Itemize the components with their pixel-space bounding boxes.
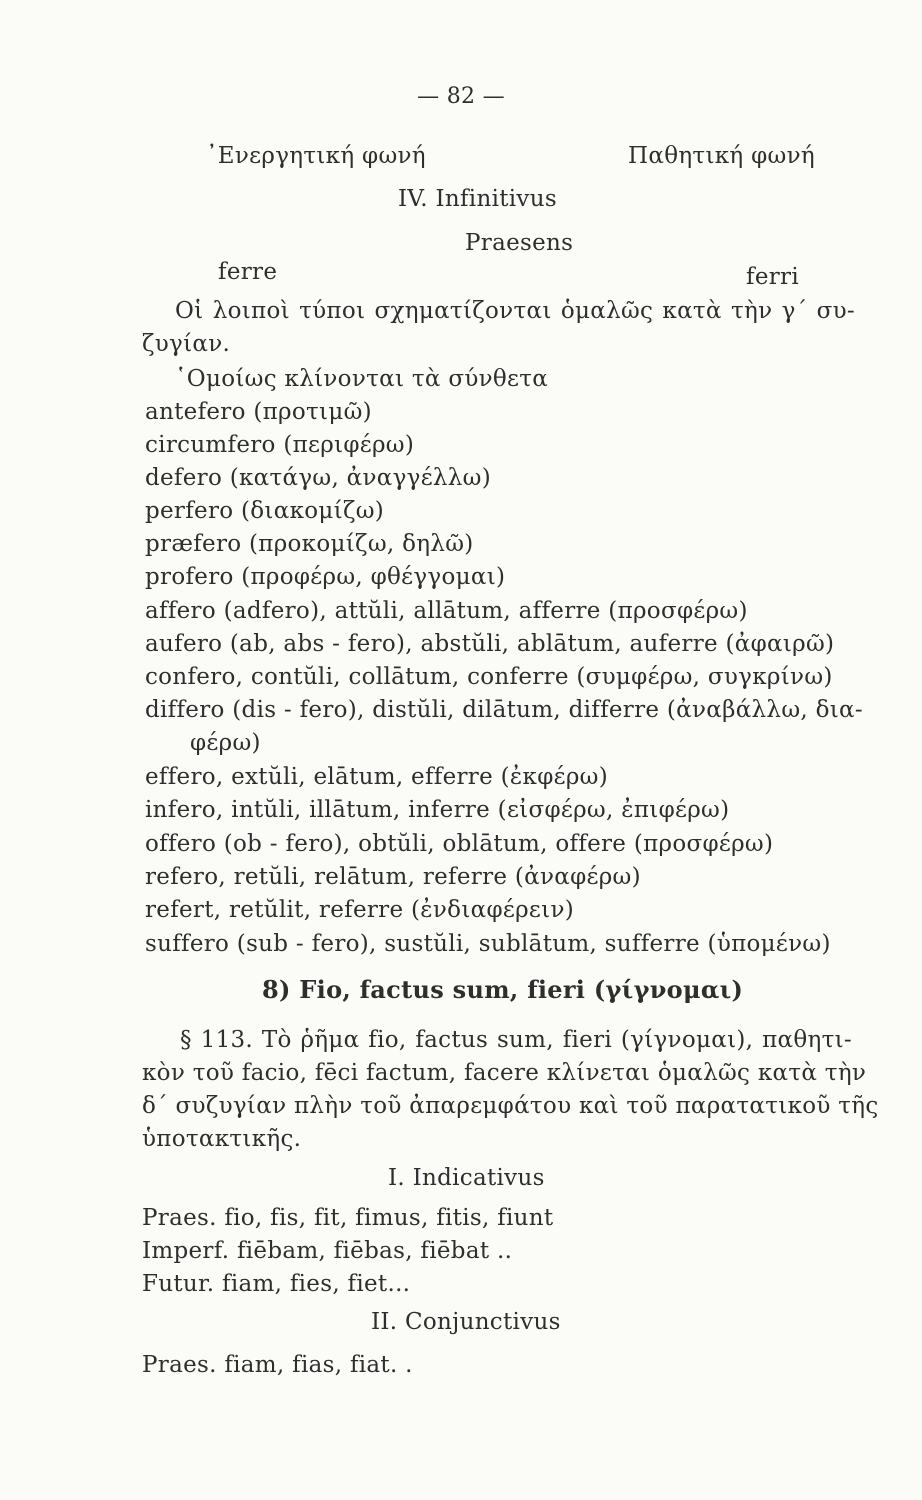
compound-entry: differo (dis - fero), distŭli, dilātum, differre (ἀναβάλλω, δια- — [145, 697, 863, 723]
active-voice-header: ᾿Ενεργητική φωνή — [206, 143, 426, 169]
indicativus-row: Imperf. fiēbam, fiēbas, fiēbat .. — [142, 1238, 513, 1264]
compound-entry: refert, retŭlit, referre (ἐνδιαφέρειν) — [145, 897, 574, 923]
compound-entry-continuation: φέρω) — [190, 730, 261, 756]
compounds-intro: ῾Ομοίως κλίνονται τὰ σύνθετα — [175, 366, 549, 392]
section-113-line: § 113. Τὸ ῥῆμα fio, factus sum, fieri (γίγνομαι), παθητι- — [180, 1027, 852, 1053]
passive-voice-header: Παθητική φωνή — [628, 143, 815, 169]
compound-entry: antefero (προτιμῶ) — [145, 399, 372, 425]
compound-entry: effero, extŭli, elātum, efferre (ἐκφέρω) — [145, 764, 608, 790]
paragraph-line: Οἱ λοιποὶ τύποι σχηματίζονται ὁμαλῶς κατὰ τὴν γ΄ συ- — [175, 298, 855, 324]
indicativus-row: Praes. fio, fis, fit, fimus, fitis, fiunt — [142, 1205, 554, 1231]
fio-heading: 8) Fio, factus sum, fieri (γίγνομαι) — [262, 975, 744, 1004]
compound-entry: circumfero (περιφέρω) — [145, 432, 415, 458]
compound-entry: offero (ob - fero), obtŭli, oblātum, offere (προσφέρω) — [145, 831, 774, 857]
conjunctivus-row: Praes. fiam, fias, fiat. . — [142, 1352, 413, 1378]
compound-entry: defero (κατάγω, ἀναγγέλλω) — [145, 465, 492, 491]
compound-entry: profero (προφέρω, φθέγγομαι) — [145, 564, 506, 590]
paragraph-line: ζυγίαν. — [142, 331, 231, 357]
page-number: — 82 — — [417, 84, 505, 109]
compound-entry: perfero (διακομίζω) — [145, 498, 385, 524]
section-113-line: δ΄ συζυγίαν πλὴν τοῦ ἀπαρεμφάτου καὶ τοῦ παρατατικοῦ τῆς — [142, 1093, 879, 1119]
section-113-line: κὸν τοῦ facio, fēci factum, facere κλίνεται ὁμαλῶς κατὰ τὴν — [142, 1060, 867, 1086]
infinitive-active-form: ferre — [218, 259, 278, 285]
compound-entry: præfero (προκομίζω, δηλῶ) — [145, 531, 474, 557]
compound-entry: aufero (ab, abs - fero), abstŭli, ablātum, auferre (ἀφαιρῶ) — [145, 631, 835, 657]
indicativus-title: I. Indicativus — [388, 1165, 545, 1191]
compound-entry: confero, contŭli, collātum, conferre (συμφέρω, συγκρίνω) — [145, 664, 833, 690]
compound-entry: infero, intŭli, illātum, inferre (εἰσφέρω, ἐπιφέρω) — [145, 797, 730, 823]
compound-entry: affero (adfero), attŭli, allātum, afferre (προσφέρω) — [145, 598, 748, 624]
compound-entry: suffero (sub - fero), sustŭli, sublātum, sufferre (ὑπομένω) — [145, 931, 831, 957]
infinitive-subtitle: Praesens — [465, 230, 574, 256]
indicativus-row: Futur. fiam, fies, fiet... — [142, 1271, 411, 1297]
compound-entry: refero, retŭli, relātum, referre (ἀναφέρω) — [145, 864, 641, 890]
infinitive-title: IV. Infinitivus — [398, 186, 557, 212]
infinitive-passive-form: ferri — [746, 264, 799, 290]
conjunctivus-title: II. Conjunctivus — [371, 1309, 561, 1335]
section-113-line: ὑποτακτικῆς. — [142, 1126, 302, 1152]
